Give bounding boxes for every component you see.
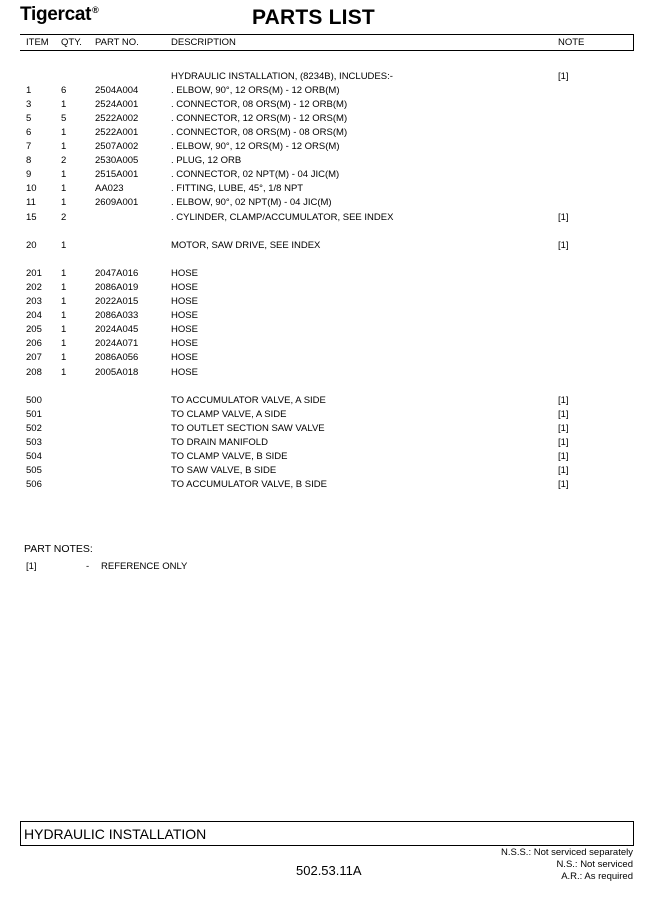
cell-note: [1] (558, 465, 569, 476)
cell-description: . ELBOW, 90°, 12 ORS(M) - 12 ORS(M) (171, 141, 340, 152)
cell-part-no: 2530A005 (95, 155, 139, 166)
column-header-description: DESCRIPTION (171, 37, 236, 48)
brand-name: Tigercat (20, 4, 92, 25)
legend-ns: N.S.: Not serviced (556, 859, 633, 870)
cell-part-no: AA023 (95, 183, 124, 194)
cell-qty: 1 (61, 127, 67, 138)
cell-note: [1] (558, 423, 569, 434)
column-header-part-no: PART NO. (95, 37, 139, 48)
cell-item: 504 (26, 451, 42, 462)
cell-item: 501 (26, 409, 42, 420)
column-header-item: ITEM (26, 37, 49, 48)
cell-part-no: 2522A002 (95, 113, 139, 124)
cell-qty: 1 (61, 240, 67, 251)
cell-qty: 2 (61, 155, 67, 166)
cell-note: [1] (558, 409, 569, 420)
cell-item: 9 (26, 169, 32, 180)
cell-description: TO CLAMP VALVE, B SIDE (171, 451, 288, 462)
cell-qty: 1 (61, 352, 67, 363)
cell-description: TO OUTLET SECTION SAW VALVE (171, 423, 325, 434)
cell-item: 20 (26, 240, 37, 251)
part-note-dash: - (86, 561, 90, 572)
cell-qty: 6 (61, 85, 67, 96)
cell-item: 208 (26, 367, 42, 378)
cell-part-no: 2504A004 (95, 85, 139, 96)
cell-note: [1] (558, 437, 569, 448)
cell-item: 502 (26, 423, 42, 434)
cell-description: HOSE (171, 296, 198, 307)
cell-description: . PLUG, 12 ORB (171, 155, 242, 166)
cell-item: 202 (26, 282, 42, 293)
cell-item: 207 (26, 352, 42, 363)
cell-item: 505 (26, 465, 42, 476)
cell-note: [1] (558, 395, 569, 406)
cell-item: 15 (26, 212, 37, 223)
cell-item: 10 (26, 183, 37, 194)
cell-description: HOSE (171, 268, 198, 279)
cell-description: . CYLINDER, CLAMP/ACCUMULATOR, SEE INDEX (171, 212, 394, 223)
cell-qty: 1 (61, 141, 67, 152)
cell-description: . ELBOW, 90°, 12 ORS(M) - 12 ORB(M) (171, 85, 340, 96)
cell-item: 8 (26, 155, 32, 166)
footer-section-title: HYDRAULIC INSTALLATION (24, 826, 207, 842)
part-notes-title: PART NOTES: (24, 543, 93, 555)
cell-part-no: 2507A002 (95, 141, 139, 152)
cell-description: . CONNECTOR, 12 ORS(M) - 12 ORS(M) (171, 113, 348, 124)
cell-description: HYDRAULIC INSTALLATION, (8234B), INCLUDES:- (171, 71, 393, 82)
cell-part-no: 2524A001 (95, 99, 139, 110)
cell-description: HOSE (171, 310, 198, 321)
cell-note: [1] (558, 479, 569, 490)
cell-part-no: 2609A001 (95, 197, 139, 208)
cell-description: HOSE (171, 324, 198, 335)
cell-qty: 1 (61, 197, 67, 208)
cell-part-no: 2024A071 (95, 338, 139, 349)
cell-item: 500 (26, 395, 42, 406)
cell-description: TO ACCUMULATOR VALVE, B SIDE (171, 479, 327, 490)
cell-part-no: 2047A016 (95, 268, 139, 279)
cell-description: TO DRAIN MANIFOLD (171, 437, 268, 448)
cell-description: MOTOR, SAW DRIVE, SEE INDEX (171, 240, 321, 251)
cell-qty: 2 (61, 212, 67, 223)
cell-qty: 5 (61, 113, 67, 124)
cell-item: 7 (26, 141, 32, 152)
cell-description: . FITTING, LUBE, 45°, 1/8 NPT (171, 183, 304, 194)
cell-part-no: 2522A001 (95, 127, 139, 138)
cell-part-no: 2515A001 (95, 169, 139, 180)
cell-item: 3 (26, 99, 32, 110)
part-note-text: REFERENCE ONLY (101, 561, 188, 572)
brand-logo (20, 4, 99, 26)
cell-description: . CONNECTOR, 08 ORS(M) - 12 ORB(M) (171, 99, 348, 110)
cell-item: 203 (26, 296, 42, 307)
cell-note: [1] (558, 212, 569, 223)
cell-description: TO SAW VALVE, B SIDE (171, 465, 277, 476)
cell-item: 11 (26, 197, 36, 208)
page-number: 502.53.11A (296, 863, 362, 878)
cell-qty: 1 (61, 367, 67, 378)
cell-item: 204 (26, 310, 42, 321)
cell-item: 205 (26, 324, 42, 335)
cell-item: 206 (26, 338, 42, 349)
cell-description: HOSE (171, 338, 198, 349)
legend-nss: N.S.S.: Not serviced separately (501, 847, 633, 858)
column-header-note: NOTE (558, 37, 585, 48)
registered-mark: ® (92, 5, 99, 15)
cell-note: [1] (558, 71, 569, 82)
cell-item: 6 (26, 127, 32, 138)
cell-description: . CONNECTOR, 08 ORS(M) - 08 ORS(M) (171, 127, 348, 138)
cell-qty: 1 (61, 183, 67, 194)
cell-part-no: 2086A033 (95, 310, 139, 321)
cell-qty: 1 (61, 169, 67, 180)
cell-description: . ELBOW, 90°, 02 NPT(M) - 04 JIC(M) (171, 197, 332, 208)
legend-ar: A.R.: As required (561, 871, 633, 882)
cell-item: 5 (26, 113, 32, 124)
cell-part-no: 2005A018 (95, 367, 139, 378)
cell-part-no: 2086A056 (95, 352, 139, 363)
cell-description: TO ACCUMULATOR VALVE, A SIDE (171, 395, 326, 406)
cell-item: 503 (26, 437, 42, 448)
cell-note: [1] (558, 240, 569, 251)
cell-part-no: 2024A045 (95, 324, 139, 335)
cell-description: HOSE (171, 352, 198, 363)
cell-description: HOSE (171, 367, 198, 378)
cell-part-no: 2022A015 (95, 296, 139, 307)
cell-qty: 1 (61, 324, 67, 335)
part-note-ref: [1] (26, 561, 37, 572)
cell-qty: 1 (61, 338, 67, 349)
cell-part-no: 2086A019 (95, 282, 139, 293)
cell-qty: 1 (61, 296, 67, 307)
page-title: PARTS LIST (252, 6, 375, 29)
cell-item: 506 (26, 479, 42, 490)
cell-item: 201 (26, 268, 42, 279)
cell-qty: 1 (61, 268, 67, 279)
cell-description: . CONNECTOR, 02 NPT(M) - 04 JIC(M) (171, 169, 340, 180)
column-header-qty: QTY. (61, 37, 82, 48)
cell-description: TO CLAMP VALVE, A SIDE (171, 409, 287, 420)
cell-item: 1 (26, 85, 32, 96)
cell-qty: 1 (61, 99, 67, 110)
cell-description: HOSE (171, 282, 198, 293)
cell-note: [1] (558, 451, 569, 462)
cell-qty: 1 (61, 310, 67, 321)
cell-qty: 1 (61, 282, 67, 293)
